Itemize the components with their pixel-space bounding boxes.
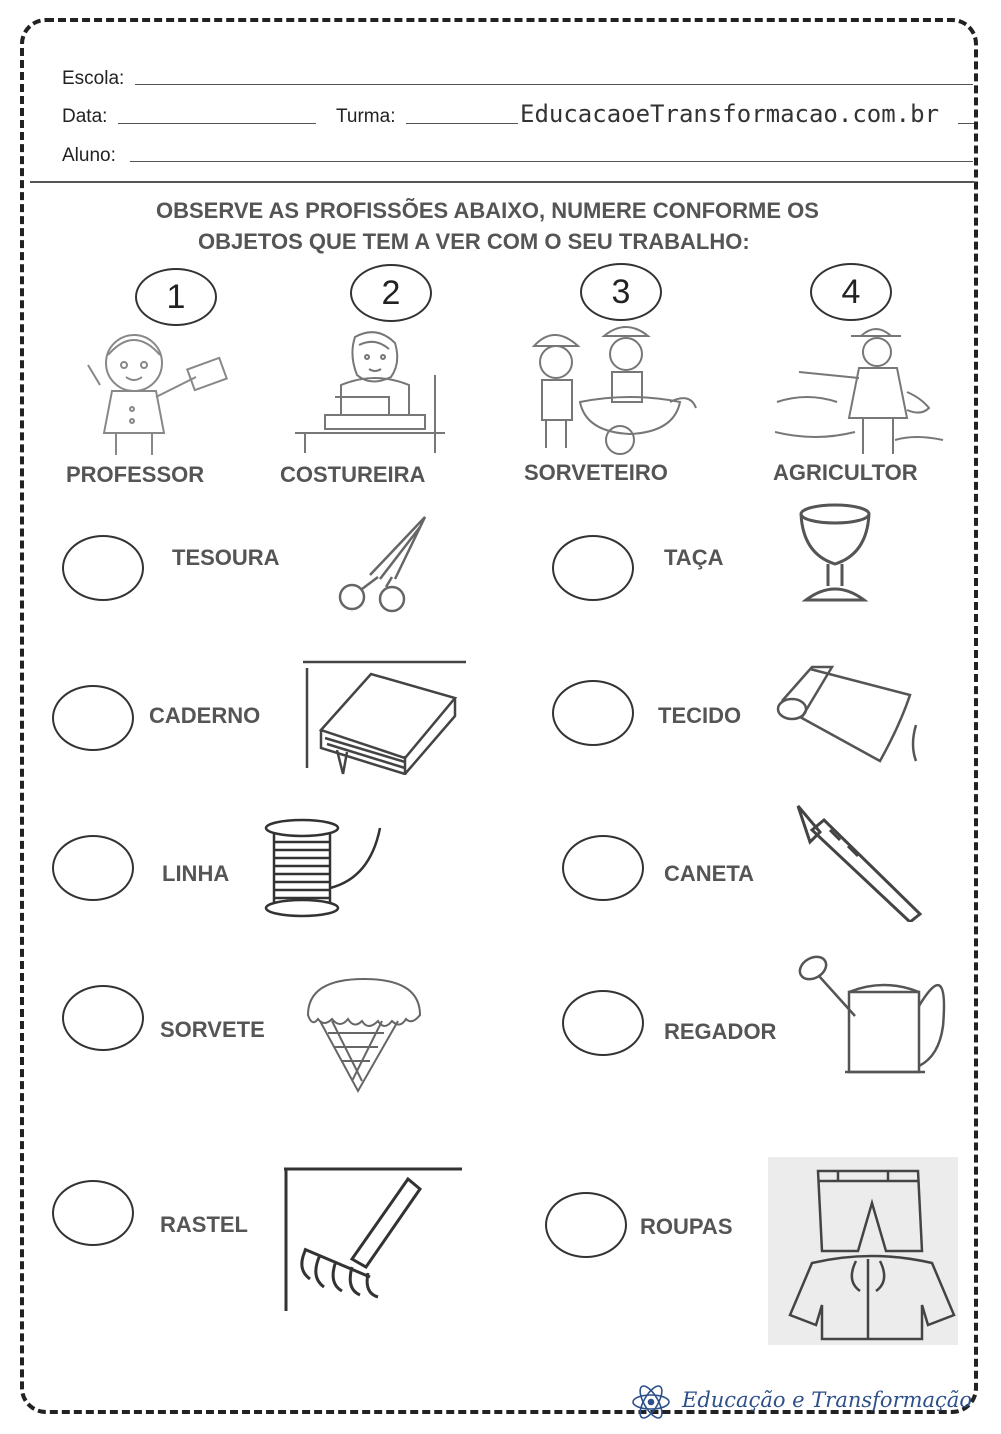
notebook-icon <box>303 660 468 775</box>
profession-number-1: 1 <box>135 268 217 326</box>
answer-oval-tesoura[interactable] <box>62 535 144 601</box>
profession-label-2: COSTUREIRA <box>280 462 426 487</box>
item-label-tecido: TECIDO <box>658 703 742 728</box>
school-label: Escola: <box>62 68 125 89</box>
answer-oval-caneta[interactable] <box>562 835 644 901</box>
item-label-sorvete: SORVETE <box>160 1017 265 1042</box>
watering-can-icon <box>795 950 950 1085</box>
pen-icon <box>790 802 930 922</box>
atom-logo-icon <box>630 1384 672 1420</box>
clothes-icon <box>768 1157 958 1345</box>
answer-oval-tecido[interactable] <box>552 680 634 746</box>
rake-icon <box>284 1165 464 1315</box>
date-field[interactable] <box>118 123 316 124</box>
footer-brand: Educação e Transformação <box>682 1388 972 1412</box>
class-field[interactable] <box>406 123 518 124</box>
answer-oval-taca[interactable] <box>552 535 634 601</box>
school-field[interactable] <box>135 84 973 85</box>
student-field[interactable] <box>130 161 973 162</box>
scissors-icon <box>330 515 440 615</box>
item-label-rastel: RASTEL <box>160 1212 248 1237</box>
item-label-roupas: ROUPAS <box>640 1214 733 1239</box>
student-label: Aluno: <box>62 145 116 166</box>
profession-number-4: 4 <box>810 263 892 321</box>
item-label-linha: LINHA <box>162 861 230 886</box>
ice-cream-vendor-icon <box>520 322 700 460</box>
answer-oval-regador[interactable] <box>562 990 644 1056</box>
seamstress-icon <box>285 325 455 455</box>
profession-label-4: AGRICULTOR <box>773 460 918 485</box>
answer-oval-sorvete[interactable] <box>62 985 144 1051</box>
date-label: Data: <box>62 106 108 127</box>
profession-label-1: PROFESSOR <box>66 462 205 487</box>
item-label-tesoura: TESOURA <box>172 545 280 570</box>
instruction-line-2: OBJETOS QUE TEM A VER COM O SEU TRABALHO: <box>198 229 750 254</box>
class-label: Turma: <box>336 106 396 127</box>
goblet-icon <box>790 500 880 610</box>
item-label-caderno: CADERNO <box>149 703 261 728</box>
profession-number-2: 2 <box>350 264 432 322</box>
class-field-end <box>958 123 974 124</box>
farmer-icon <box>775 322 945 460</box>
answer-oval-caderno[interactable] <box>52 685 134 751</box>
answer-oval-linha[interactable] <box>52 835 134 901</box>
header-separator <box>30 181 975 183</box>
answer-oval-rastel[interactable] <box>52 1180 134 1246</box>
profession-number-3: 3 <box>580 263 662 321</box>
thread-spool-icon <box>262 818 392 918</box>
website-text: EducacaoeTransformacao.com.br <box>520 100 940 128</box>
answer-oval-roupas[interactable] <box>545 1192 627 1258</box>
profession-label-3: SORVETEIRO <box>524 460 668 485</box>
fabric-roll-icon <box>770 665 920 765</box>
item-label-caneta: CANETA <box>664 861 755 886</box>
ice-cream-cone-icon <box>298 975 428 1095</box>
instruction-line-1: OBSERVE AS PROFISSÕES ABAIXO, NUMERE CONFORME OS <box>156 198 819 223</box>
teacher-icon <box>72 325 232 460</box>
item-label-taca: TAÇA <box>664 545 724 570</box>
item-label-regador: REGADOR <box>664 1019 777 1044</box>
